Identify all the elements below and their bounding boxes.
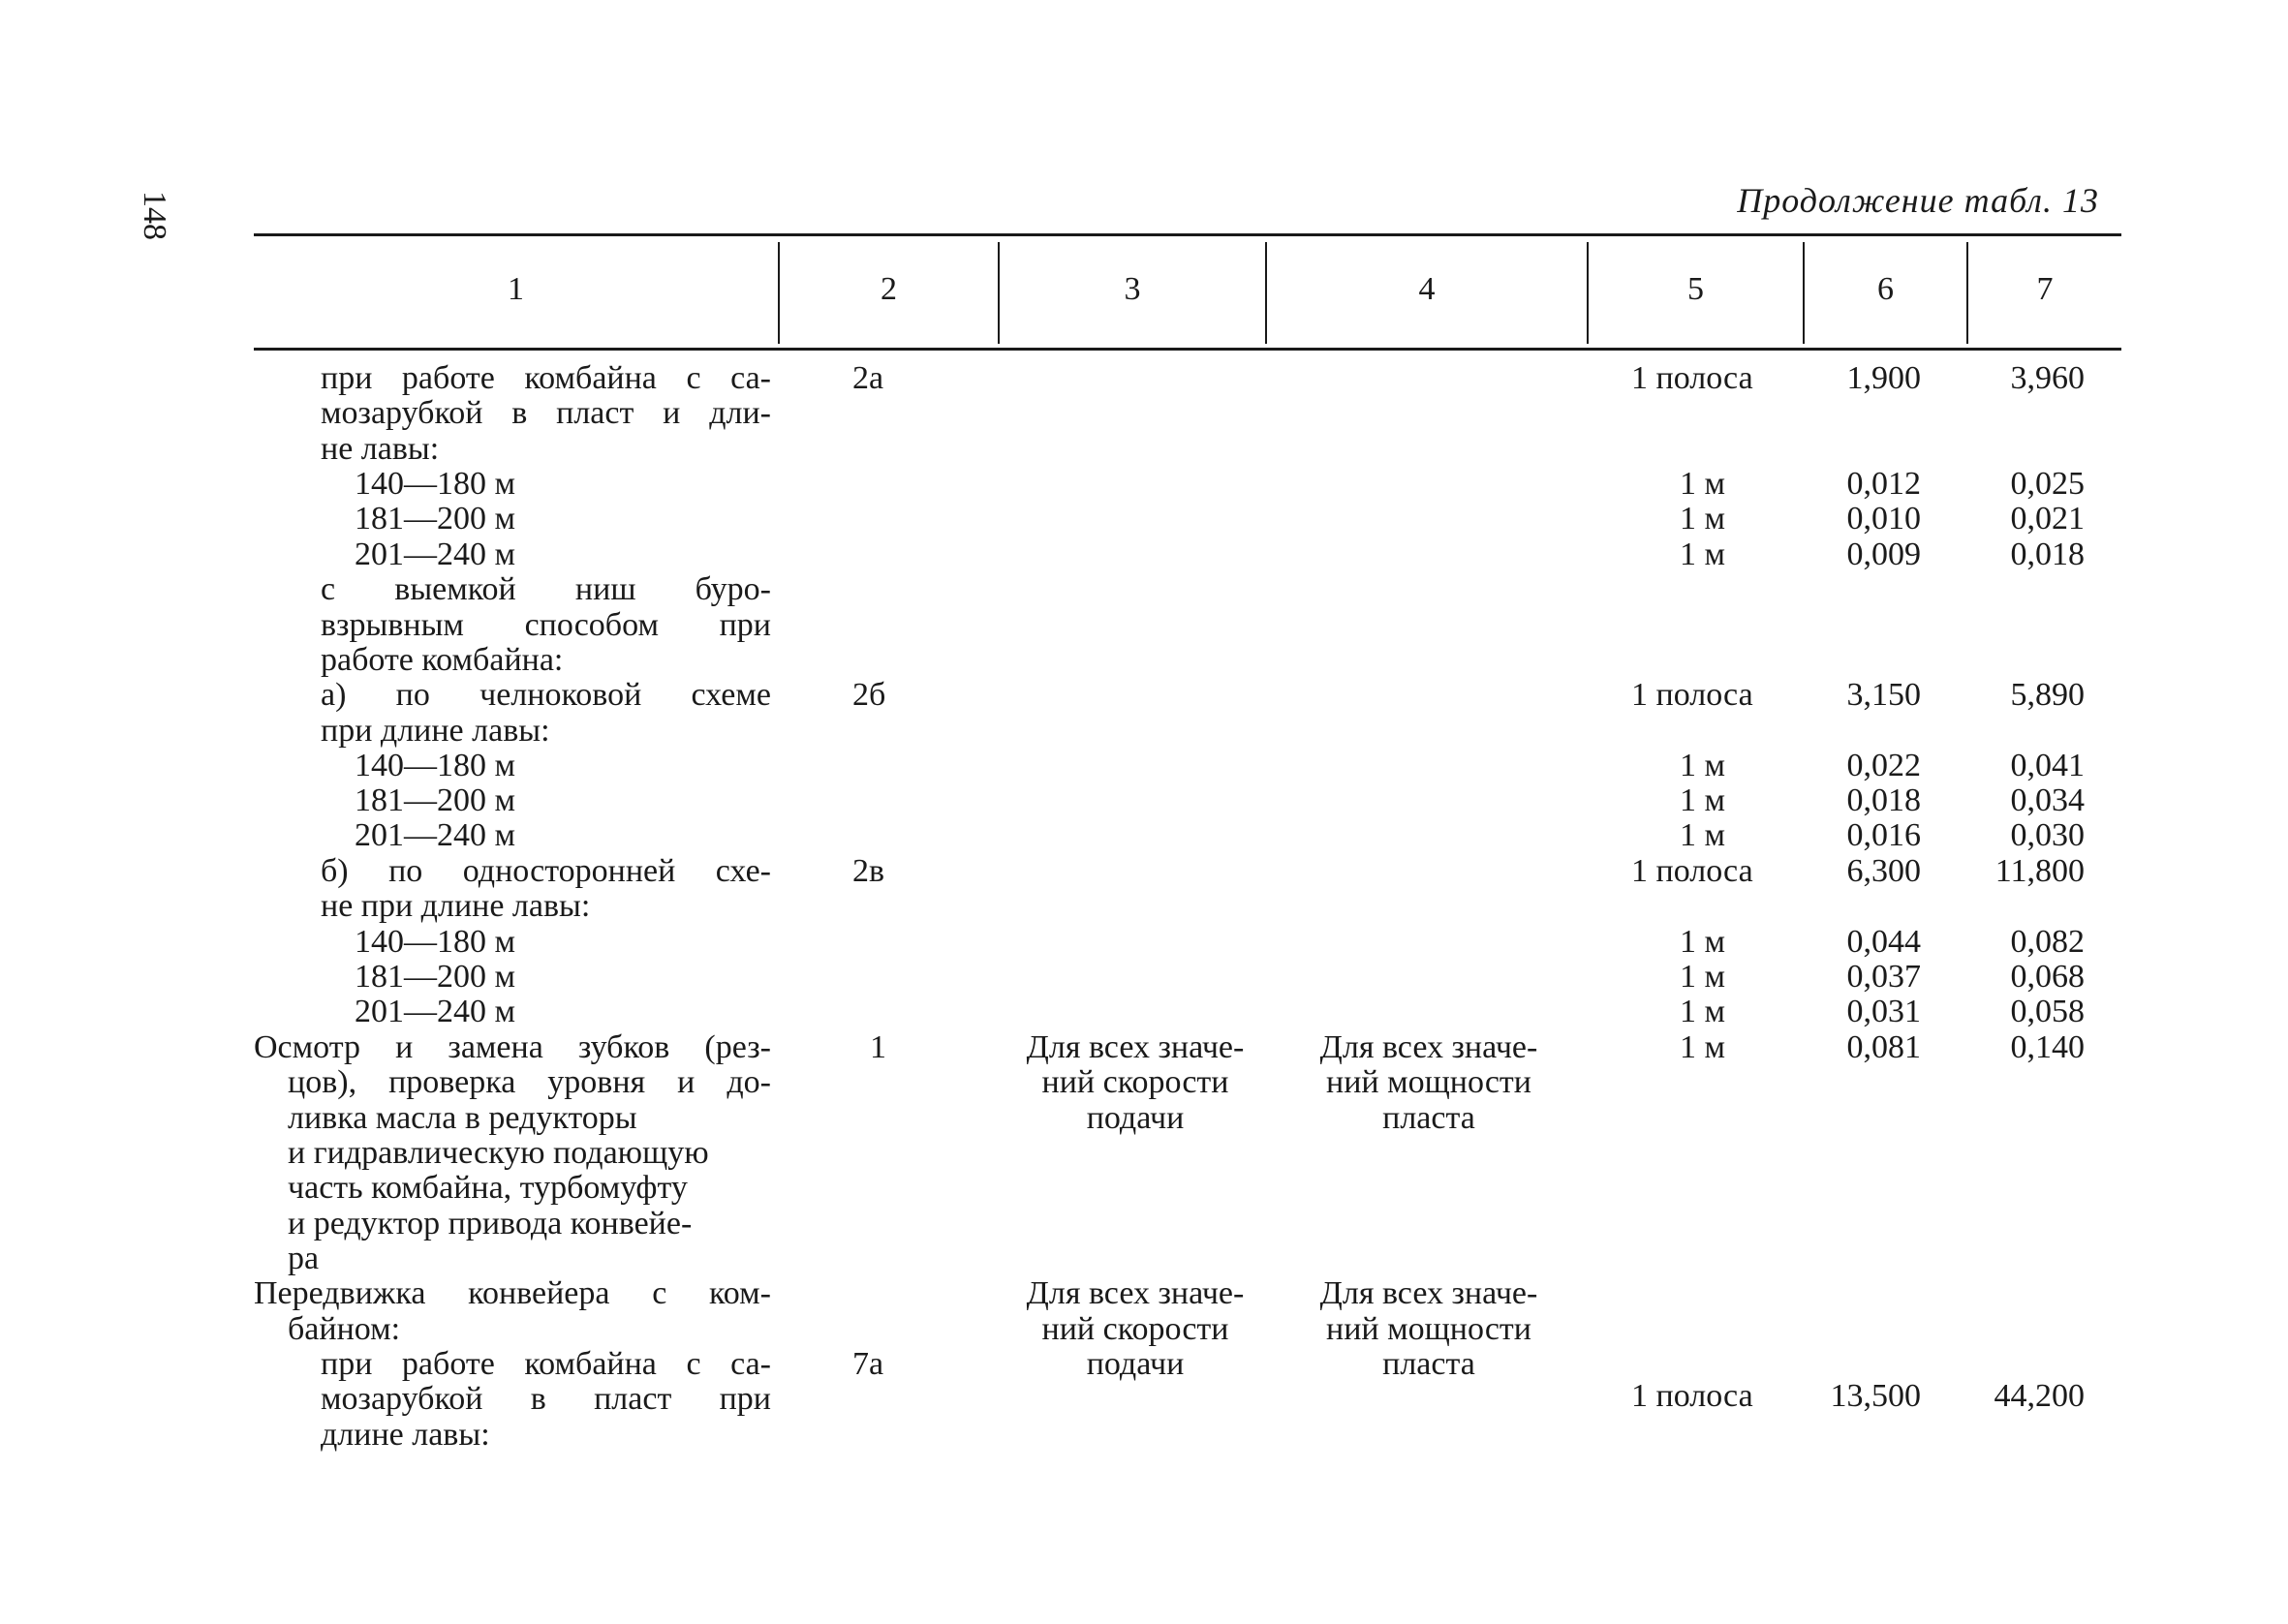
row-value-col6: 0,044: [1846, 924, 1921, 960]
row-description-line: 201—240 м: [355, 817, 516, 853]
row-description-line: 181—200 м: [355, 782, 516, 818]
row-description-line: и редуктор привода конвейе-: [288, 1206, 693, 1241]
row-col4-line: пласта: [1382, 1346, 1475, 1382]
row-description-line: 140—180 м: [355, 924, 516, 960]
row-value-col6: 0,018: [1846, 782, 1921, 818]
row-description-line: 201—240 м: [355, 536, 516, 572]
row-unit: 1 полоса: [1631, 1378, 1753, 1414]
row-value-col7: 0,030: [2010, 817, 2085, 853]
row-col4-line: ний мощности: [1326, 1311, 1531, 1347]
table-continuation-caption: Продолжение табл. 13: [1737, 181, 2099, 220]
row-description-line: при длине лавы:: [321, 713, 550, 749]
row-unit: 1 полоса: [1631, 360, 1753, 396]
row-value-col6: 3,150: [1846, 677, 1921, 713]
row-value-col6: 0,016: [1846, 817, 1921, 853]
row-code: 2б: [852, 677, 886, 713]
row-col4-line: ний мощности: [1326, 1064, 1531, 1100]
row-col3-line: подачи: [1086, 1346, 1185, 1382]
row-value-col6: 0,037: [1846, 959, 1921, 995]
row-description-line: не при длине лавы:: [321, 888, 591, 924]
row-description-line: при работе комбайна с са-: [321, 360, 771, 396]
row-description-line: байном:: [288, 1311, 401, 1347]
row-value-col7: 0,018: [2010, 536, 2085, 572]
row-description-line: 201—240 м: [355, 994, 516, 1029]
header-col-4: 4: [1418, 271, 1436, 307]
row-unit: 1 м: [1680, 924, 1726, 960]
header-col-1: 1: [508, 271, 524, 307]
row-unit: 1 м: [1680, 501, 1726, 536]
row-value-col6: 0,081: [1846, 1029, 1921, 1065]
row-value-col7: 5,890: [2010, 677, 2085, 713]
row-col3-line: подачи: [1086, 1100, 1185, 1136]
header-col-3: 3: [1124, 271, 1141, 307]
row-col4-line: пласта: [1382, 1100, 1475, 1136]
row-code: 2в: [852, 853, 885, 889]
header-col-7: 7: [2036, 271, 2054, 307]
row-value-col7: 0,025: [2010, 466, 2085, 502]
row-description-line: 181—200 м: [355, 959, 516, 995]
row-value-col6: 0,009: [1846, 536, 1921, 572]
header-col-6: 6: [1877, 271, 1894, 307]
row-value-col6: 6,300: [1846, 853, 1921, 889]
row-description-line: длине лавы:: [321, 1417, 490, 1453]
row-unit: 1 м: [1680, 994, 1726, 1029]
row-value-col7: 11,800: [1994, 853, 2085, 889]
page-number: 148: [137, 191, 172, 240]
row-unit: 1 м: [1680, 817, 1726, 853]
row-value-col7: 3,960: [2010, 360, 2085, 396]
row-value-col7: 0,041: [2010, 748, 2085, 783]
row-description-line: а) по челноковой схеме: [321, 677, 771, 713]
row-col3-line: ний скорости: [1041, 1311, 1229, 1347]
row-value-col7: 44,200: [1994, 1378, 2085, 1414]
row-col3-line: Для всех значе-: [1026, 1275, 1245, 1311]
header-col-5: 5: [1687, 271, 1704, 307]
row-description-line: цов), проверка уровня и до-: [288, 1064, 771, 1100]
row-value-col6: 13,500: [1830, 1378, 1921, 1414]
row-description-line: мозарубкой в пласт при: [321, 1381, 771, 1417]
row-code: 2а: [852, 360, 884, 396]
row-description-line: Осмотр и замена зубков (рез-: [254, 1029, 771, 1065]
table-header-bottom-rule: [254, 348, 2121, 351]
table-top-rule: [254, 233, 2121, 236]
row-description-line: часть комбайна, турбомуфту: [288, 1170, 688, 1206]
row-code: 1: [870, 1029, 886, 1065]
row-description-line: Передвижка конвейера с ком-: [254, 1275, 771, 1311]
row-value-col7: 0,140: [2010, 1029, 2085, 1065]
row-unit: 1 м: [1680, 959, 1726, 995]
row-value-col6: 0,012: [1846, 466, 1921, 502]
row-description-line: 140—180 м: [355, 466, 516, 502]
row-value-col6: 0,010: [1846, 501, 1921, 536]
row-unit: 1 полоса: [1631, 677, 1753, 713]
row-value-col7: 0,021: [2010, 501, 2085, 536]
row-description-line: работе комбайна:: [321, 642, 564, 678]
row-description-line: ра: [288, 1241, 320, 1276]
row-value-col7: 0,034: [2010, 782, 2085, 818]
row-col4-line: Для всех значе-: [1319, 1029, 1538, 1065]
row-value-col7: 0,068: [2010, 959, 2085, 995]
row-unit: 1 м: [1680, 1029, 1726, 1065]
row-description-line: б) по односторонней схе-: [321, 853, 771, 889]
row-value-col7: 0,058: [2010, 994, 2085, 1029]
row-value-col6: 1,900: [1846, 360, 1921, 396]
row-value-col7: 0,082: [2010, 924, 2085, 960]
header-col-2: 2: [881, 271, 897, 307]
row-unit: 1 полоса: [1631, 853, 1753, 889]
row-col4-line: Для всех значе-: [1319, 1275, 1538, 1311]
row-description-line: мозарубкой в пласт и дли-: [321, 395, 771, 431]
row-value-col6: 0,022: [1846, 748, 1921, 783]
row-code: 7а: [852, 1346, 884, 1382]
row-description-line: и гидравлическую подающую: [288, 1135, 709, 1171]
row-description-line: 140—180 м: [355, 748, 516, 783]
row-col3-line: ний скорости: [1041, 1064, 1229, 1100]
row-description-line: 181—200 м: [355, 501, 516, 536]
row-description-line: не лавы:: [321, 431, 440, 467]
row-description-line: при работе комбайна с са-: [321, 1346, 771, 1382]
row-value-col6: 0,031: [1846, 994, 1921, 1029]
row-description-line: ливка масла в редукторы: [288, 1100, 637, 1136]
row-unit: 1 м: [1680, 466, 1726, 502]
row-col3-line: Для всех значе-: [1026, 1029, 1245, 1065]
row-unit: 1 м: [1680, 748, 1726, 783]
row-unit: 1 м: [1680, 536, 1726, 572]
row-description-line: с выемкой ниш буро-: [321, 571, 771, 607]
row-unit: 1 м: [1680, 782, 1726, 818]
row-description-line: взрывным способом при: [321, 607, 771, 643]
